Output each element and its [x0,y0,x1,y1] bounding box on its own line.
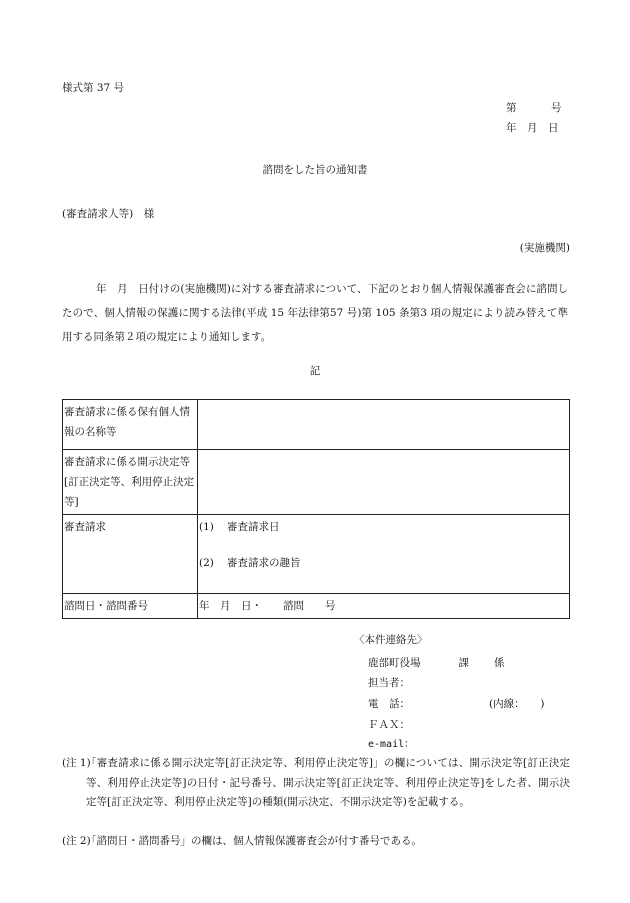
item-number: (2) [199,557,214,569]
item-text: 審査請求の趣旨 [227,557,301,569]
issue-date: 年 月 日 [506,122,559,134]
note-2 [62,832,570,852]
item-number: (1) [199,521,214,533]
contact-fax: ＦＡＸ： [368,719,410,731]
note-mark: (注 2) [62,835,91,847]
addressee: (審査請求人等) 様 [62,208,155,220]
contact-office [368,656,505,670]
row-label-personal-info: 審査請求に係る保有個人情報の名称等 [63,400,198,450]
request-purpose-item [199,553,568,589]
section-ka: 課 [458,657,469,669]
document-title: 諮問をした旨の通知書 [262,164,368,176]
row-value-personal-info [198,400,570,450]
reference-number-suffix: 号 [551,102,562,114]
contact-extension: (内線： ) [489,698,545,710]
row-label-request: 審査請求 [63,515,198,594]
row-value-disclosure-decision [198,450,570,515]
ki-heading: 記 [309,365,321,377]
row-label-consultation: 諮問日・諮問番号 [63,594,198,619]
form-number: 様式第 37 号 [62,82,125,94]
note-mark: (注 1) [62,757,91,769]
note-1 [62,754,570,813]
contact-person: 担当者： [368,677,410,689]
item-text: 審査請求日 [227,521,280,533]
section-kakari: 係 [494,657,505,669]
sender-organization: (実施機関) [519,242,570,254]
table-row [63,450,570,515]
table-row [63,515,570,594]
table-row [63,594,570,619]
table-row [63,400,570,450]
row-value-consultation: 年 月 日・ 諮問 号 [198,594,570,619]
body-paragraph: 年 月 日付けの(実施機関)に対する審査請求について、下記のとおり個人情報保護審査会に諮問したので、個人情報の保護に関する法律(平成 15 年法律第57 号)第 105 条第3 項の規定により読み替えて準用する同条第２項の規定により通知します。 [62,283,568,343]
note-text: 「審査請求に係る開示決定等[訂正決定等、利用停止決定等]」の欄については、開示決定等[訂正決定等、利用停止決定等]の日付・記号番号、開示決定等[訂正決定等、利用停止決定等]をした者、開示決定等[訂正決定等、利用停止決定等]の種類(開示決定、不開示決定等)を記載する。 [86,757,570,808]
contact-email: e-mail： [368,739,415,750]
reference-number-prefix: 第 [506,102,517,114]
contact-heading: 〈本件連絡先〉 [354,634,428,646]
contact-phone: 電 話： [368,698,410,710]
request-info-table [62,399,570,619]
reference-number [506,101,562,115]
office-name: 鹿部町役場 [368,657,421,669]
request-date-item [199,517,568,553]
note-text: 「諮問日・諮問番号」の欄は、個人情報保護審査会が付す番号である。 [86,835,422,847]
row-value-request [198,515,570,594]
row-label-disclosure-decision: 審査請求に係る開示決定等[訂正決定等、利用停止決定等] [63,450,198,515]
